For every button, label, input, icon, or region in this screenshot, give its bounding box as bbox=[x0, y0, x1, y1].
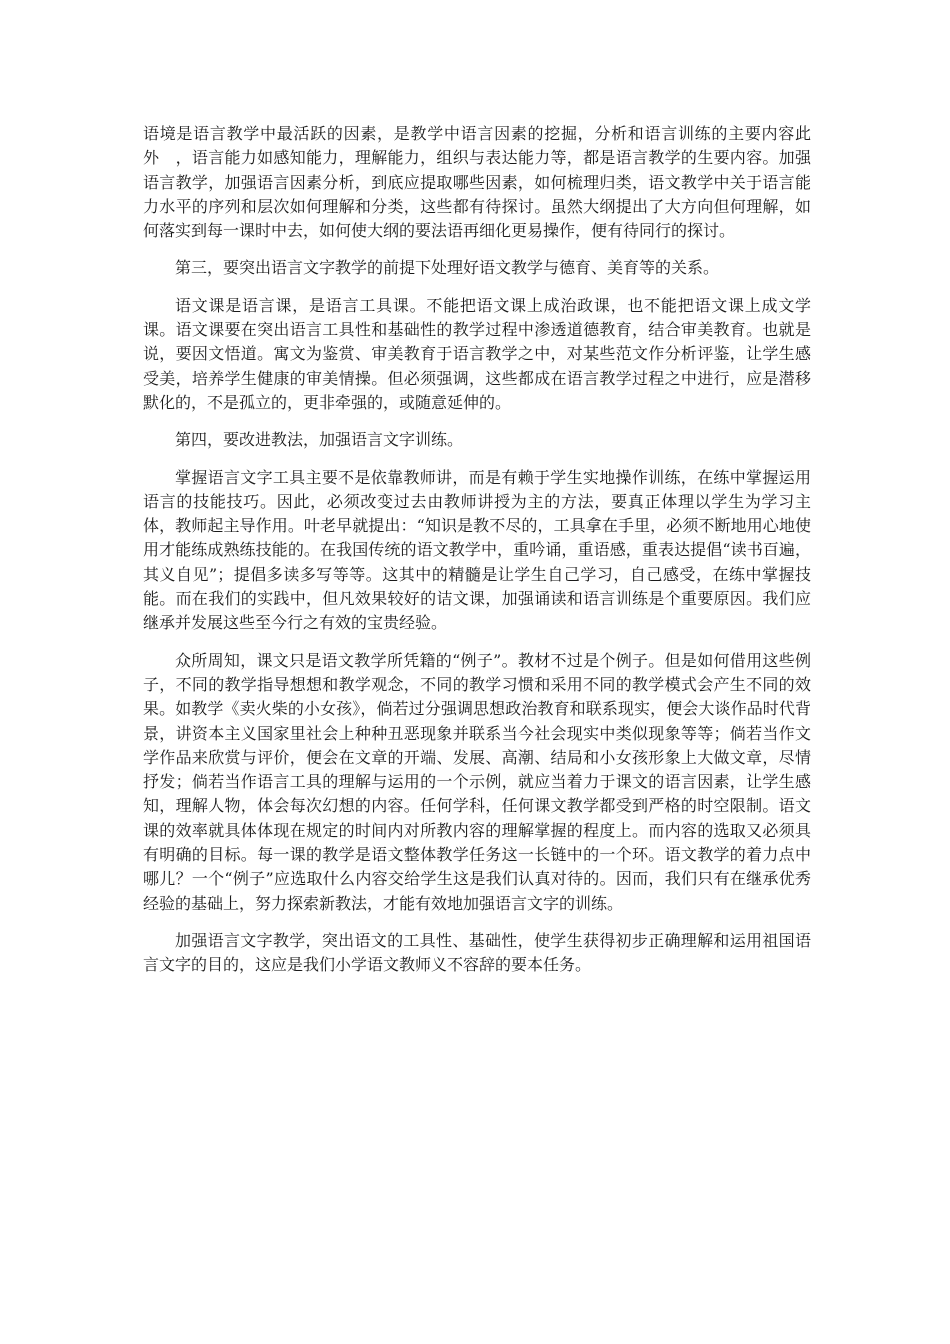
paragraph-language-class: 语文课是语言课，是语言工具课。不能把语文课上成治政课，也不能把语文课上成文学课。语文课要在突出语言工具性和基础性的教学过程中渗透道德教育，结合审美教育。也就是说，要因文悟道。寓文为鉴赏、审美教育于语言教学之中，对某些范文作分析评鉴，让学生感受美，培养学生健康的审美情操。但必须强调，这些都成在语言教学过程之中进行，应是潜移默化的，不是孤立的，更非牵强的，或随意延伸的。 bbox=[143, 295, 811, 412]
paragraph-examples: 众所周知，课文只是语文教学所凭籍的“例子”。教材不过是个例子。但是如何借用这些例子，不同的教学指导想想和教学观念，不同的教学习惯和采用不同的教学模式会产生不同的效果。如教学《卖火柴的小女孩》，倘若过分强调思想政治教育和联系现实，便会大谈作品时代背景，讲资本主义国家里社会上种种丑恶现象并联系当今社会现实中类似现象等等；倘若当作文学作品来欣赏与评价，便会在文章的开端、发展、高潮、结局和小女孩形象上大做文章，尽情抒发；倘若当作语言工具的理解与运用的一个示例，就应当着力于课文的语言因素，让学生感知，理解人物，体会每次幻想的内容。任何学科，任何课文教学都受到严格的时空限制。语文课的效率就具体体现在规定的时间内对所教内容的理解掌握的程度上。而内容的选取又必须具有明确的目标。每一课的教学是语文整体教学任务这一长链中的一个环。语文教学的着力点中哪儿？一个“例子”应选取什么内容交给学生这是我们认真对待的。因而，我们只有在继承优秀经验的基础上，努力探索新教法，才能有效地加强语言文字的训练。 bbox=[143, 650, 811, 913]
paragraph-training: 掌握语言文字工具主要不是依靠教师讲，而是有赖于学生实地操作训练，在练中掌握运用语言的技能技巧。因此，必须改变过去由教师讲授为主的方法，要真正体理以学生为学习主体，教师起主导作用。叶老早就提出：“知识是教不尽的，工具拿在手里，必须不断地用心地使用才能练成熟练技能的。在我国传统的语文教学中，重吟诵，重语感，重表达提倡“读书百遍，其义自见”；提倡多读多写等等。这其中的精髓是让学生自己学习，自己感受，在练中掌握技能。而在我们的实践中，但凡效果较好的诘文课，加强诵读和语言训练是个重要原因。我们应继承并发展这些至今行之有效的宝贵经验。 bbox=[143, 467, 811, 633]
paragraph-point-four: 第四，要改进教法，加强语言文字训练。 bbox=[175, 430, 464, 450]
paragraph-language-context: 语境是语言教学中最活跃的因素，是教学中语言因素的挖掘，分析和语言训练的主要内容此外 ，语言能力如感知能力，理解能力，组织与表达能力等，都是语言教学的生要内容。加强语言教学，加强语言因素分析，到底应提取哪些因素，如何梳理归类，语文教学中关于语言能力水平的序列和层次如何理解和分类，这些都有待探讨。虽然大纲提出了大方向但何理解，如何落实到每一课时中去，如何使大纲的要法语再细化更易操作，便有待同行的探讨。 bbox=[143, 124, 811, 241]
document-body bbox=[143, 122, 811, 991]
paragraph-point-three: 第三，要突出语言文字教学的前提下处理好语文教学与德育、美育等的关系。 bbox=[175, 258, 720, 278]
paragraph-conclusion: 加强语言文字教学，突出语文的工具性、基础性，使学生获得初步正确理解和运用祖国语言文字的目的，这应是我们小学语文教师义不容辞的要本任务。 bbox=[143, 930, 811, 975]
